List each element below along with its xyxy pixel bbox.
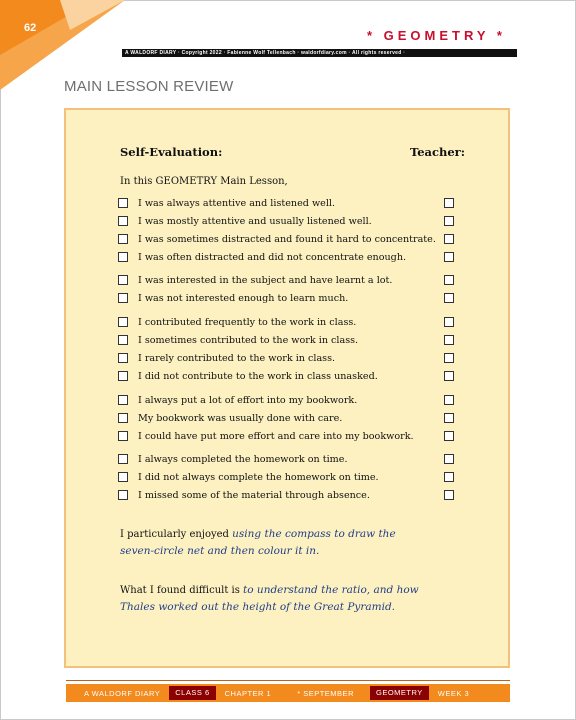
evaluation-item: My bookwork was usually done with care. <box>118 412 458 426</box>
difficult-prompt: What I found difficult is <box>120 585 240 596</box>
teacher-checkbox[interactable] <box>444 317 454 327</box>
teacher-checkbox[interactable] <box>444 216 454 226</box>
footer-class: CLASS 6 <box>169 686 215 700</box>
evaluation-item: I was mostly attentive and usually listened well. <box>118 215 458 229</box>
difficult-answer-continued[interactable]: Thales worked out the height of the Great Pyramid. <box>120 601 396 613</box>
self-checkbox[interactable] <box>118 198 128 208</box>
teacher-checkbox[interactable] <box>444 413 454 423</box>
self-checkbox[interactable] <box>118 371 128 381</box>
evaluation-item: I sometimes contributed to the work in class. <box>118 334 458 348</box>
footer-chapter: CHAPTER 1 <box>224 688 272 698</box>
teacher-checkbox[interactable] <box>444 490 454 500</box>
enjoyed-line <box>120 528 396 540</box>
intro-line: In this GEOMETRY Main Lesson, <box>120 176 288 187</box>
enjoyed-answer-continued[interactable]: seven-circle net and then colour it in. <box>120 545 320 557</box>
footer-month: * SEPTEMBER <box>297 688 354 698</box>
evaluation-item: I could have put more effort and care into my bookwork. <box>118 430 458 444</box>
teacher-label: Teacher: <box>410 145 465 159</box>
footer-rule <box>66 680 510 681</box>
self-checkbox[interactable] <box>118 353 128 363</box>
evaluation-item: I always completed the homework on time. <box>118 453 458 467</box>
enjoyed-prompt: I particularly enjoyed <box>120 529 229 540</box>
teacher-checkbox[interactable] <box>444 293 454 303</box>
self-checkbox[interactable] <box>118 454 128 464</box>
copyright-bar: A WALDORF DIARY · Copyright 2022 · Fabienne Wolf Tellenbach · waldorfdiary.com · All rights reserved · <box>122 49 517 57</box>
self-checkbox[interactable] <box>118 216 128 226</box>
difficult-line <box>120 584 419 596</box>
self-checkbox[interactable] <box>118 335 128 345</box>
section-heading: MAIN LESSON REVIEW <box>64 78 234 95</box>
page-number: 62 <box>24 22 37 34</box>
self-checkbox[interactable] <box>118 234 128 244</box>
self-evaluation-label: Self-Evaluation: <box>120 145 223 159</box>
difficult-answer[interactable]: to understand the ratio, and how <box>243 584 419 596</box>
self-checkbox[interactable] <box>118 413 128 423</box>
footer-week: WEEK 3 <box>437 688 470 698</box>
footer-subject: GEOMETRY <box>370 686 429 700</box>
teacher-checkbox[interactable] <box>444 234 454 244</box>
evaluation-item: I was interested in the subject and have learnt a lot. <box>118 274 458 288</box>
self-checkbox[interactable] <box>118 275 128 285</box>
evaluation-item: I was not interested enough to learn much. <box>118 292 458 306</box>
teacher-checkbox[interactable] <box>444 353 454 363</box>
teacher-checkbox[interactable] <box>444 198 454 208</box>
self-checkbox[interactable] <box>118 472 128 482</box>
self-checkbox[interactable] <box>118 395 128 405</box>
teacher-checkbox[interactable] <box>444 395 454 405</box>
self-checkbox[interactable] <box>118 252 128 262</box>
teacher-checkbox[interactable] <box>444 472 454 482</box>
evaluation-item: I always put a lot of effort into my bookwork. <box>118 394 458 408</box>
teacher-checkbox[interactable] <box>444 252 454 262</box>
evaluation-item: I missed some of the material through absence. <box>118 489 458 503</box>
evaluation-item: I was sometimes distracted and found it hard to concentrate. <box>118 233 458 247</box>
evaluation-item: I did not always complete the homework on time. <box>118 471 458 485</box>
teacher-checkbox[interactable] <box>444 275 454 285</box>
self-checkbox[interactable] <box>118 317 128 327</box>
self-checkbox[interactable] <box>118 293 128 303</box>
footer-brand: A WALDORF DIARY <box>84 688 161 698</box>
series-title: * GEOMETRY * <box>366 28 506 43</box>
evaluation-item: I did not contribute to the work in class unasked. <box>118 370 458 384</box>
orange-corner-decoration <box>0 0 125 90</box>
teacher-checkbox[interactable] <box>444 335 454 345</box>
evaluation-item: I was always attentive and listened well. <box>118 197 458 211</box>
evaluation-item: I contributed frequently to the work in class. <box>118 316 458 330</box>
teacher-checkbox[interactable] <box>444 431 454 441</box>
self-checkbox[interactable] <box>118 490 128 500</box>
enjoyed-answer[interactable]: using the compass to draw the <box>232 528 396 540</box>
evaluation-item: I rarely contributed to the work in class. <box>118 352 458 366</box>
teacher-checkbox[interactable] <box>444 454 454 464</box>
teacher-checkbox[interactable] <box>444 371 454 381</box>
evaluation-item: I was often distracted and did not concentrate enough. <box>118 251 458 265</box>
self-checkbox[interactable] <box>118 431 128 441</box>
footer-bar <box>66 684 510 702</box>
